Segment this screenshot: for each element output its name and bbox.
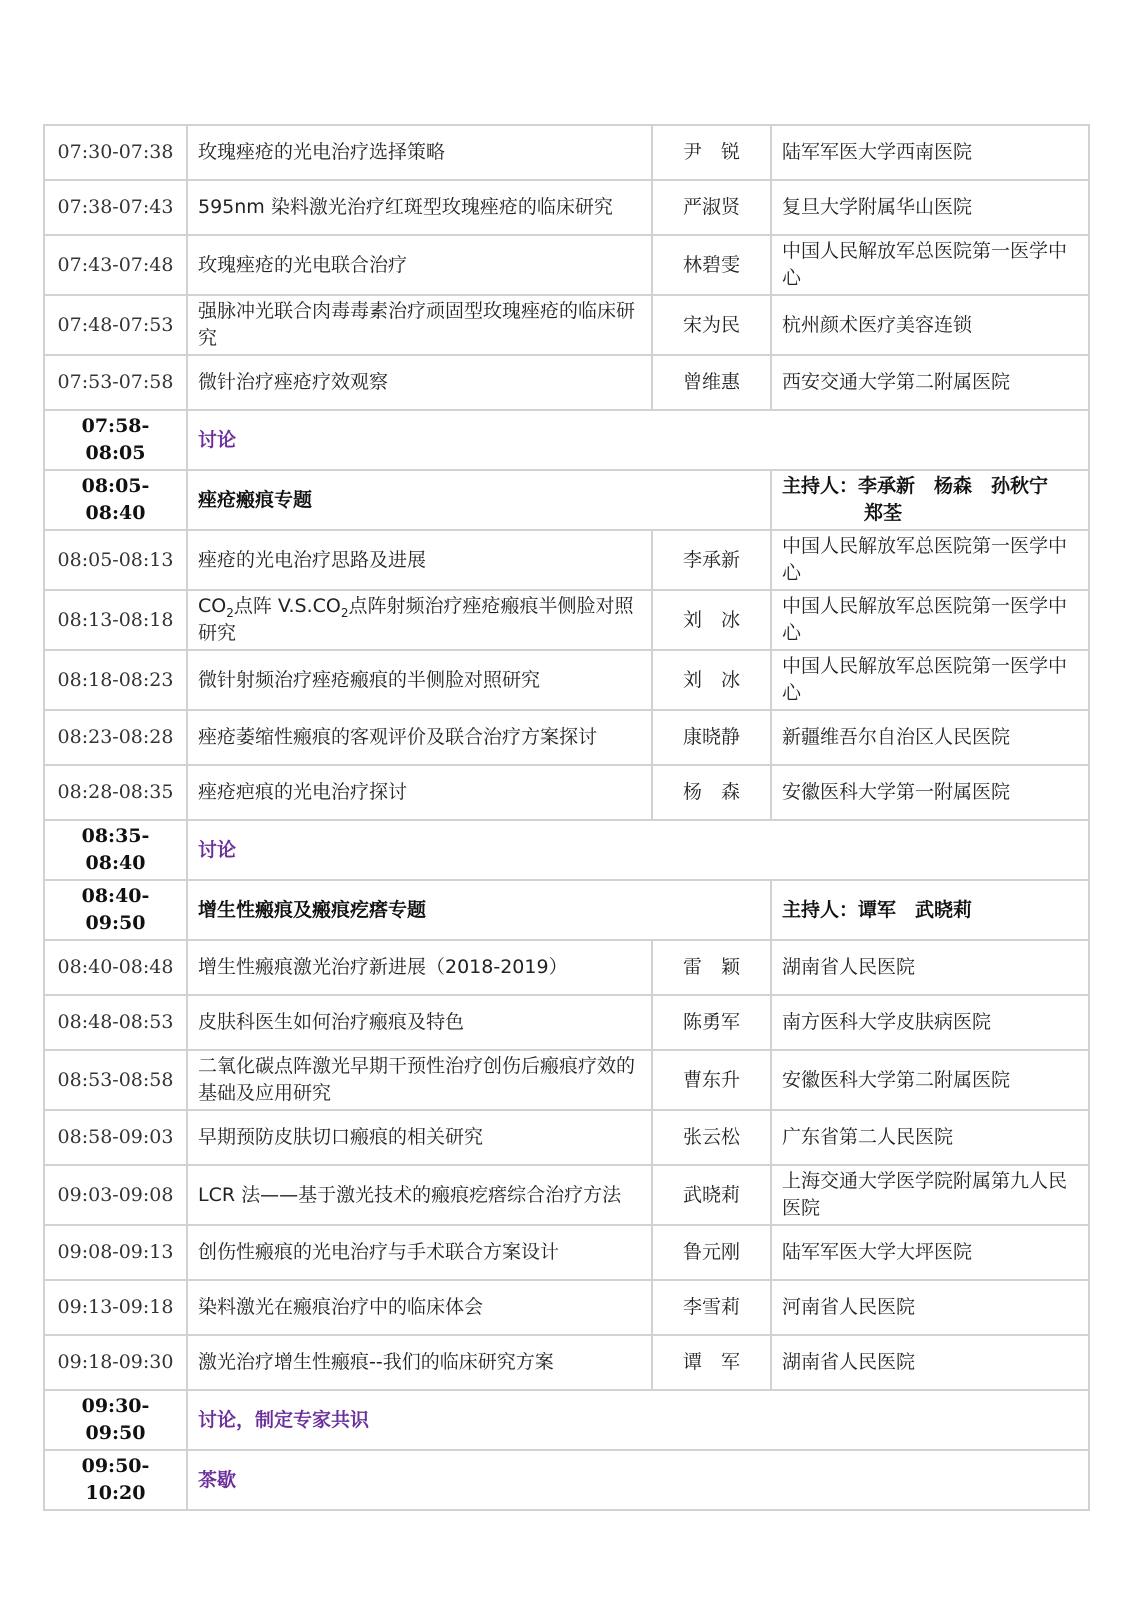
time-cell: 08:23-08:28: [44, 710, 187, 765]
topic-cell: 微针射频治疗痤疮瘢痕的半侧脸对照研究: [187, 650, 652, 710]
talk-row: [44, 940, 1089, 995]
talk-row: [44, 295, 1089, 355]
discussion-label: 讨论，制定专家共识: [187, 1390, 1089, 1450]
speaker-cell: 康晓静: [652, 710, 771, 765]
topic-cell: 创伤性瘢痕的光电治疗与手术联合方案设计: [187, 1225, 652, 1280]
affiliation-cell: 中国人民解放军总医院第一医学中心: [771, 590, 1089, 650]
speaker-cell: 曹东升: [652, 1050, 771, 1110]
affiliation-cell: 新疆维吾尔自治区人民医院: [771, 710, 1089, 765]
time-cell: 08:53-08:58: [44, 1050, 187, 1110]
host-line: 主持人：谭军 武晓莉: [782, 898, 973, 921]
time-cell: 07:48-07:53: [44, 295, 187, 355]
affiliation-cell: 南方医科大学皮肤病医院: [771, 995, 1089, 1050]
speaker-cell: 武晓莉: [652, 1165, 771, 1225]
section-title: 痤疮瘢痕专题: [187, 470, 771, 530]
time-cell: 07:38-07:43: [44, 180, 187, 235]
affiliation-cell: 西安交通大学第二附属医院: [771, 355, 1089, 410]
topic-cell: [187, 590, 652, 650]
time-cell: 07:53-07:58: [44, 355, 187, 410]
affiliation-cell: 安徽医科大学第一附属医院: [771, 765, 1089, 820]
time-cell: 09:18-09:30: [44, 1335, 187, 1390]
affiliation-cell: 上海交通大学医学院附属第九人民医院: [771, 1165, 1089, 1225]
talk-row: [44, 1050, 1089, 1110]
speaker-cell: 张云松: [652, 1110, 771, 1165]
affiliation-cell: 陆军军医大学西南医院: [771, 125, 1089, 180]
time-cell: 09:08-09:13: [44, 1225, 187, 1280]
affiliation-cell: 湖南省人民医院: [771, 940, 1089, 995]
host-line: 主持人：李承新 杨森 孙秋宁: [782, 475, 1049, 497]
time-cell: 07:58-08:05: [44, 410, 187, 470]
speaker-cell: 刘 冰: [652, 650, 771, 710]
talk-row: [44, 1110, 1089, 1165]
affiliation-cell: 湖南省人民医院: [771, 1335, 1089, 1390]
speaker-cell: 李承新: [652, 530, 771, 590]
topic-cell: 玫瑰痤疮的光电联合治疗: [187, 235, 652, 295]
host-line: 郑荃: [864, 502, 903, 524]
topic-part: CO: [198, 595, 227, 617]
time-cell: 08:18-08:23: [44, 650, 187, 710]
topic-cell: 痤疮疤痕的光电治疗探讨: [187, 765, 652, 820]
affiliation-cell: 复旦大学附属华山医院: [771, 180, 1089, 235]
time-cell: 07:30-07:38: [44, 125, 187, 180]
talk-row: [44, 1225, 1089, 1280]
topic-part: 2: [340, 605, 349, 620]
time-cell: 08:35-08:40: [44, 820, 187, 880]
topic-part: 点阵射频治疗痤疮瘢痕半侧脸对照研究: [198, 595, 634, 644]
speaker-cell: 尹 锐: [652, 125, 771, 180]
affiliation-cell: 中国人民解放军总医院第一医学中心: [771, 235, 1089, 295]
talk-row: [44, 995, 1089, 1050]
time-cell: 09:30-09:50: [44, 1390, 187, 1450]
topic-cell: 微针治疗痤疮疗效观察: [187, 355, 652, 410]
time-cell: 08:40-09:50: [44, 880, 187, 940]
discussion-row: [44, 410, 1089, 470]
topic-part: 点阵 V.S.CO: [233, 595, 341, 617]
topic-cell: 痤疮萎缩性瘢痕的客观评价及联合治疗方案探讨: [187, 710, 652, 765]
time-cell: 08:48-08:53: [44, 995, 187, 1050]
section-row: [44, 880, 1089, 940]
talk-row: [44, 235, 1089, 295]
discussion-row: [44, 820, 1089, 880]
talk-row: [44, 590, 1089, 650]
speaker-cell: 雷 颖: [652, 940, 771, 995]
speaker-cell: 谭 军: [652, 1335, 771, 1390]
schedule-grid: [43, 124, 1090, 1511]
speaker-cell: 鲁元刚: [652, 1225, 771, 1280]
time-cell: 09:50-10:20: [44, 1450, 187, 1510]
topic-part: 2: [226, 605, 234, 620]
discussion-label: 讨论: [187, 410, 1089, 470]
section-row: [44, 470, 1089, 530]
time-cell: 09:03-09:08: [44, 1165, 187, 1225]
topic-cell: 玫瑰痤疮的光电治疗选择策略: [187, 125, 652, 180]
speaker-cell: 刘 冰: [652, 590, 771, 650]
discussion-row: [44, 1390, 1089, 1450]
affiliation-cell: 陆军军医大学大坪医院: [771, 1225, 1089, 1280]
talk-row: [44, 710, 1089, 765]
affiliation-cell: 广东省第二人民医院: [771, 1110, 1089, 1165]
topic-cell: 皮肤科医生如何治疗瘢痕及特色: [187, 995, 652, 1050]
speaker-cell: 林碧雯: [652, 235, 771, 295]
speaker-cell: 李雪莉: [652, 1280, 771, 1335]
schedule-table: [43, 124, 1088, 1511]
talk-row: [44, 1165, 1089, 1225]
affiliation-cell: 河南省人民医院: [771, 1280, 1089, 1335]
affiliation-cell: 杭州颜术医疗美容连锁: [771, 295, 1089, 355]
discussion-label: 讨论: [187, 820, 1089, 880]
talk-row: [44, 125, 1089, 180]
talk-row: [44, 765, 1089, 820]
section-title: 增生性瘢痕及瘢痕疙瘩专题: [187, 880, 771, 940]
talk-row: [44, 530, 1089, 590]
time-cell: 09:13-09:18: [44, 1280, 187, 1335]
time-cell: 08:58-09:03: [44, 1110, 187, 1165]
discussion-label: 茶歇: [187, 1450, 1089, 1510]
topic-cell: LCR 法——基于激光技术的瘢痕疙瘩综合治疗方法: [187, 1165, 652, 1225]
topic-cell: 强脉冲光联合肉毒毒素治疗顽固型玫瑰痤疮的临床研究: [187, 295, 652, 355]
speaker-cell: 曾维惠: [652, 355, 771, 410]
talk-row: [44, 650, 1089, 710]
speaker-cell: 杨 森: [652, 765, 771, 820]
host-cell: [771, 880, 1089, 940]
speaker-cell: 宋为民: [652, 295, 771, 355]
talk-row: [44, 355, 1089, 410]
talk-row: [44, 1335, 1089, 1390]
affiliation-cell: 安徽医科大学第二附属医院: [771, 1050, 1089, 1110]
topic-cell: 增生性瘢痕激光治疗新进展（2018-2019）: [187, 940, 652, 995]
time-cell: 08:13-08:18: [44, 590, 187, 650]
topic-cell: 痤疮的光电治疗思路及进展: [187, 530, 652, 590]
time-cell: 07:43-07:48: [44, 235, 187, 295]
time-cell: 08:28-08:35: [44, 765, 187, 820]
speaker-cell: 陈勇军: [652, 995, 771, 1050]
time-cell: 08:40-08:48: [44, 940, 187, 995]
affiliation-cell: 中国人民解放军总医院第一医学中心: [771, 530, 1089, 590]
topic-cell: 早期预防皮肤切口瘢痕的相关研究: [187, 1110, 652, 1165]
speaker-cell: 严淑贤: [652, 180, 771, 235]
topic-cell: 595nm 染料激光治疗红斑型玫瑰痤疮的临床研究: [187, 180, 652, 235]
host-cell: [771, 470, 1089, 530]
topic-cell: 二氧化碳点阵激光早期干预性治疗创伤后瘢痕疗效的基础及应用研究: [187, 1050, 652, 1110]
talk-row: [44, 180, 1089, 235]
discussion-row: [44, 1450, 1089, 1510]
topic-cell: 激光治疗增生性瘢痕--我们的临床研究方案: [187, 1335, 652, 1390]
talk-row: [44, 1280, 1089, 1335]
time-cell: 08:05-08:13: [44, 530, 187, 590]
topic-cell: 染料激光在瘢痕治疗中的临床体会: [187, 1280, 652, 1335]
time-cell: 08:05-08:40: [44, 470, 187, 530]
affiliation-cell: 中国人民解放军总医院第一医学中心: [771, 650, 1089, 710]
